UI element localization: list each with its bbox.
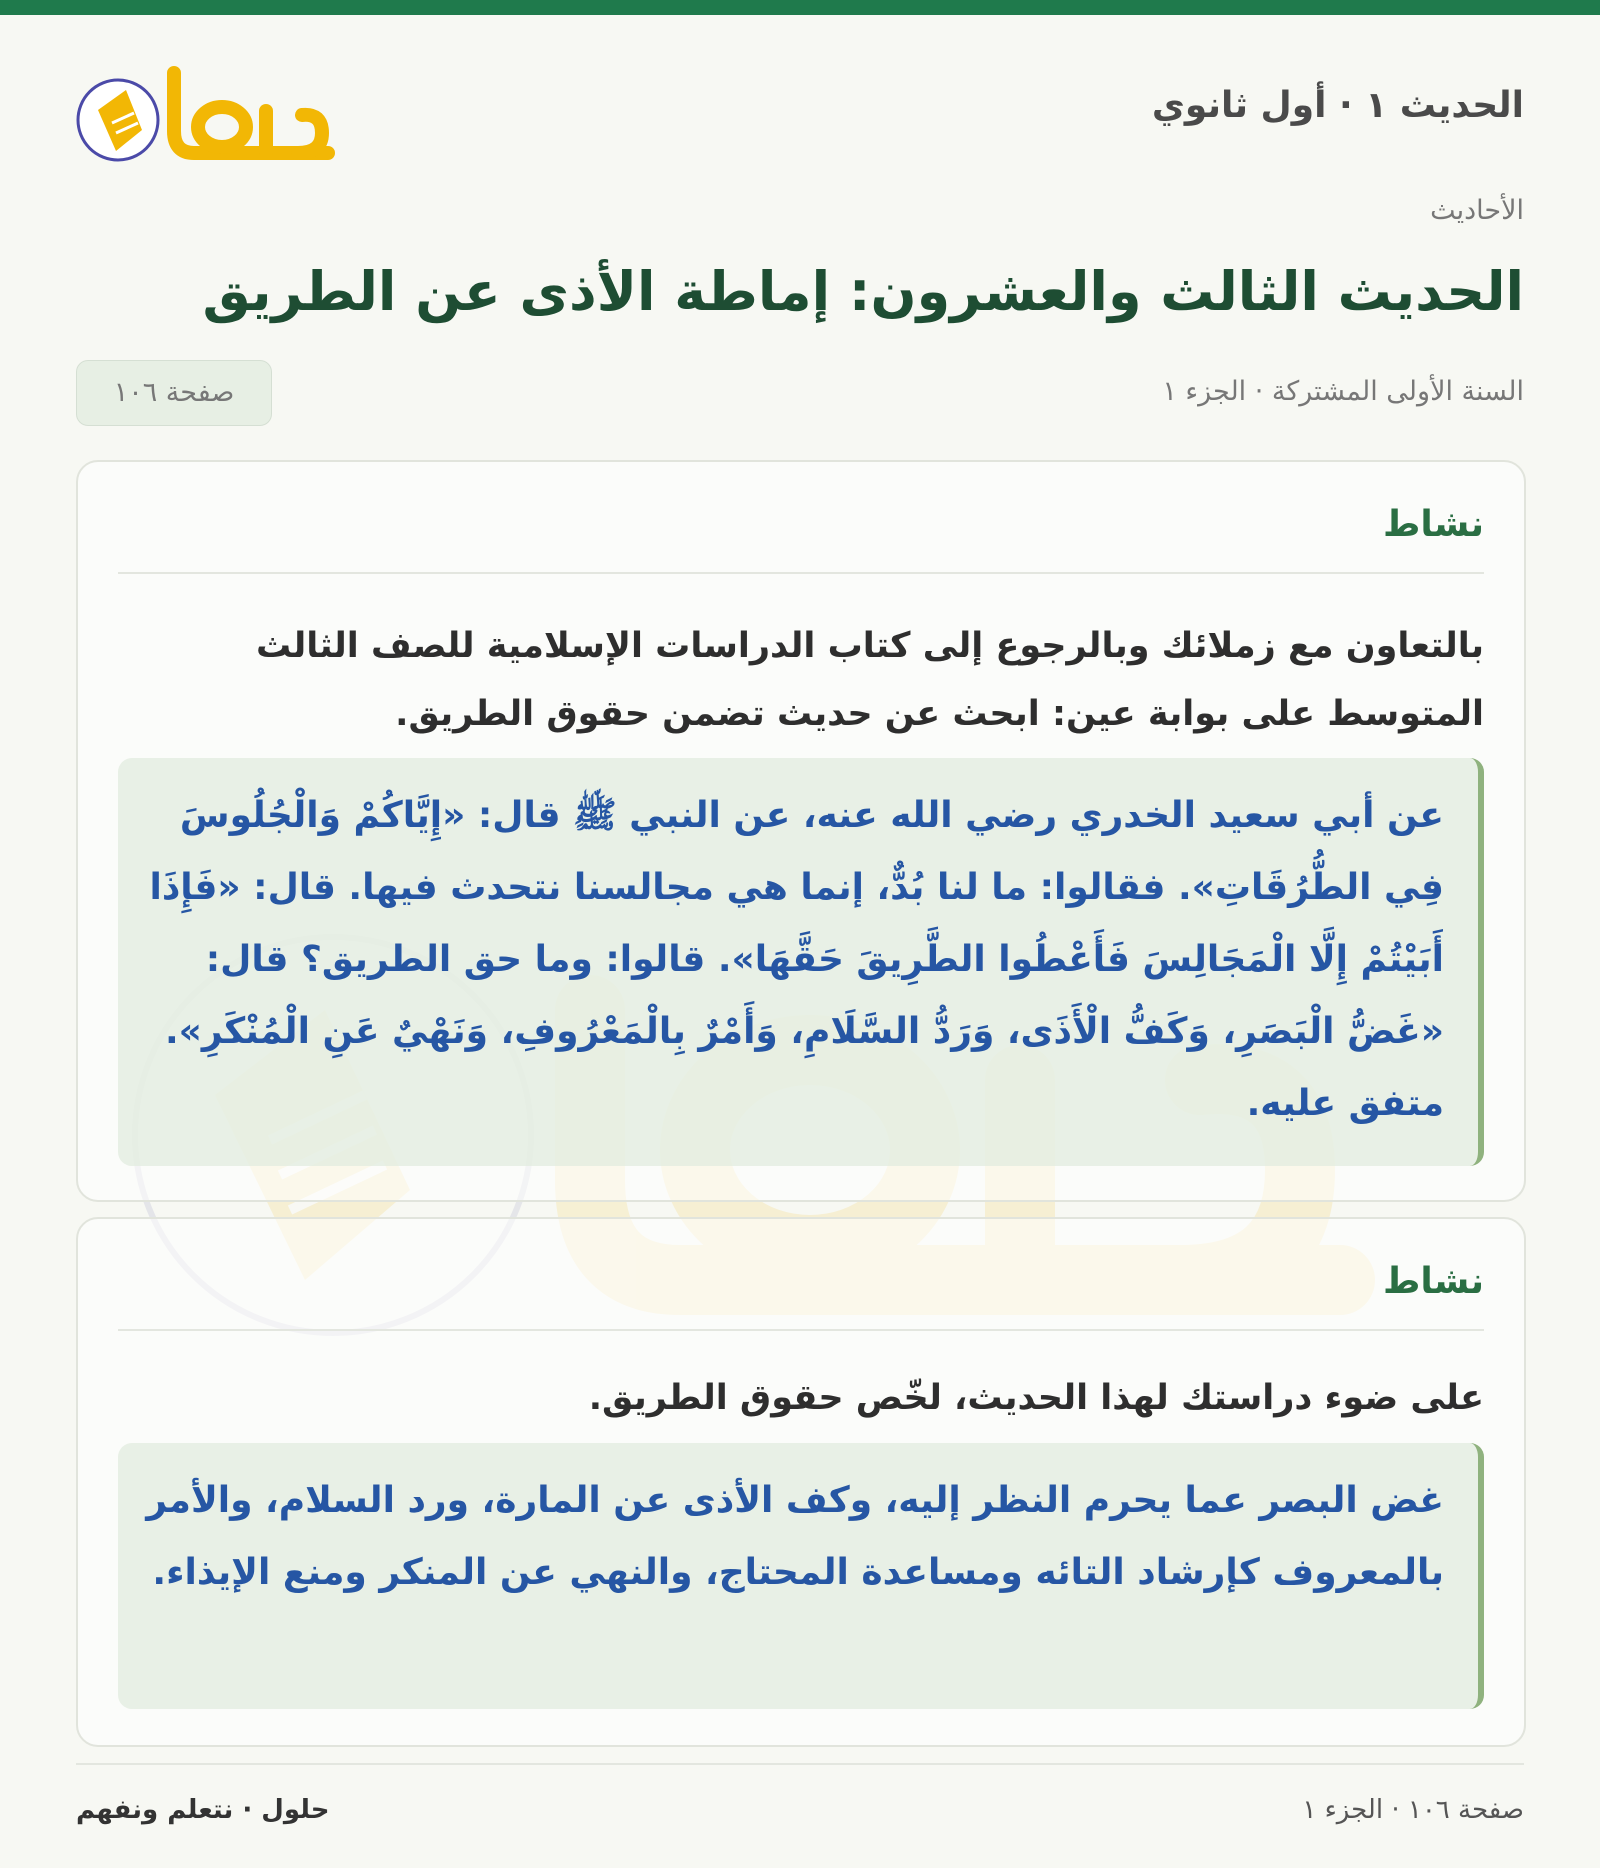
activity-answer: عن أبي سعيد الخدري رضي الله عنه، عن النبي ﷺ قال: «إِيَّاكُمْ وَالْجُلُوسَ فِي الطُّرُقَاتِ». فقالوا: ما لنا بُدٌّ، إنما هي مجالسنا نتحدث فيها. قال: «فَإِذَا أَبَيْتُمْ إِلَّا الْمَجَالِسَ فَأَعْطُوا الطَّرِيقَ حَقَّهَا». قالوا: وما حق الطريق؟ قال: «غَضُّ الْبَصَرِ، وَكَفُّ الْأَذَى، وَرَدُّ السَّلَامِ، وَأَمْرٌ بِالْمَعْرُوفِ، وَنَهْيٌ عَنِ الْمُنْكَرِ». متفق عليه.: [118, 758, 1484, 1166]
divider: [118, 572, 1484, 574]
activity-title: نشاط: [1382, 1261, 1484, 1302]
page-number-badge: صفحة ١٠٦: [76, 360, 272, 426]
top-accent-bar: [0, 0, 1600, 15]
footer-page-info: صفحة ١٠٦ · الجزء ١: [1302, 1795, 1524, 1825]
footer-divider: [76, 1763, 1524, 1765]
activity-answer: غض البصر عما يحرم النظر إليه، وكف الأذى عن المارة، ورد السلام، والأمر بالمعروف كإرشاد التائه ومساعدة المحتاج، والنهي عن المنكر ومنع الإيذاء.: [118, 1443, 1484, 1709]
header: [76, 15, 1524, 215]
activity-question: بالتعاون مع زملائك وبالرجوع إلى كتاب الدراسات الإسلامية للصف الثالث المتوسط على بوابة عين: ابحث عن حديث تضمن حقوق الطريق.: [256, 626, 1484, 734]
breadcrumb[interactable]: الأحاديث: [1430, 195, 1524, 226]
page-content: [76, 15, 1524, 1593]
meta-text: السنة الأولى المشتركة · الجزء ١: [1162, 376, 1524, 407]
header-title: الحديث ١ · أول ثانوي: [1151, 85, 1524, 126]
activity-title: نشاط: [1382, 504, 1484, 545]
logo[interactable]: [76, 55, 336, 175]
activity-card: [76, 1217, 1526, 1747]
meta-row: [76, 360, 1524, 440]
footer-brand: حلول · نتعلم ونفهم: [76, 1795, 330, 1825]
divider: [118, 1329, 1484, 1331]
activity-card: [76, 460, 1526, 1202]
activity-question: على ضوء دراستك لهذا الحديث، لخّص حقوق الطريق.: [588, 1378, 1484, 1418]
page-title: الحديث الثالث والعشرون: إماطة الأذى عن الطريق: [202, 260, 1524, 323]
